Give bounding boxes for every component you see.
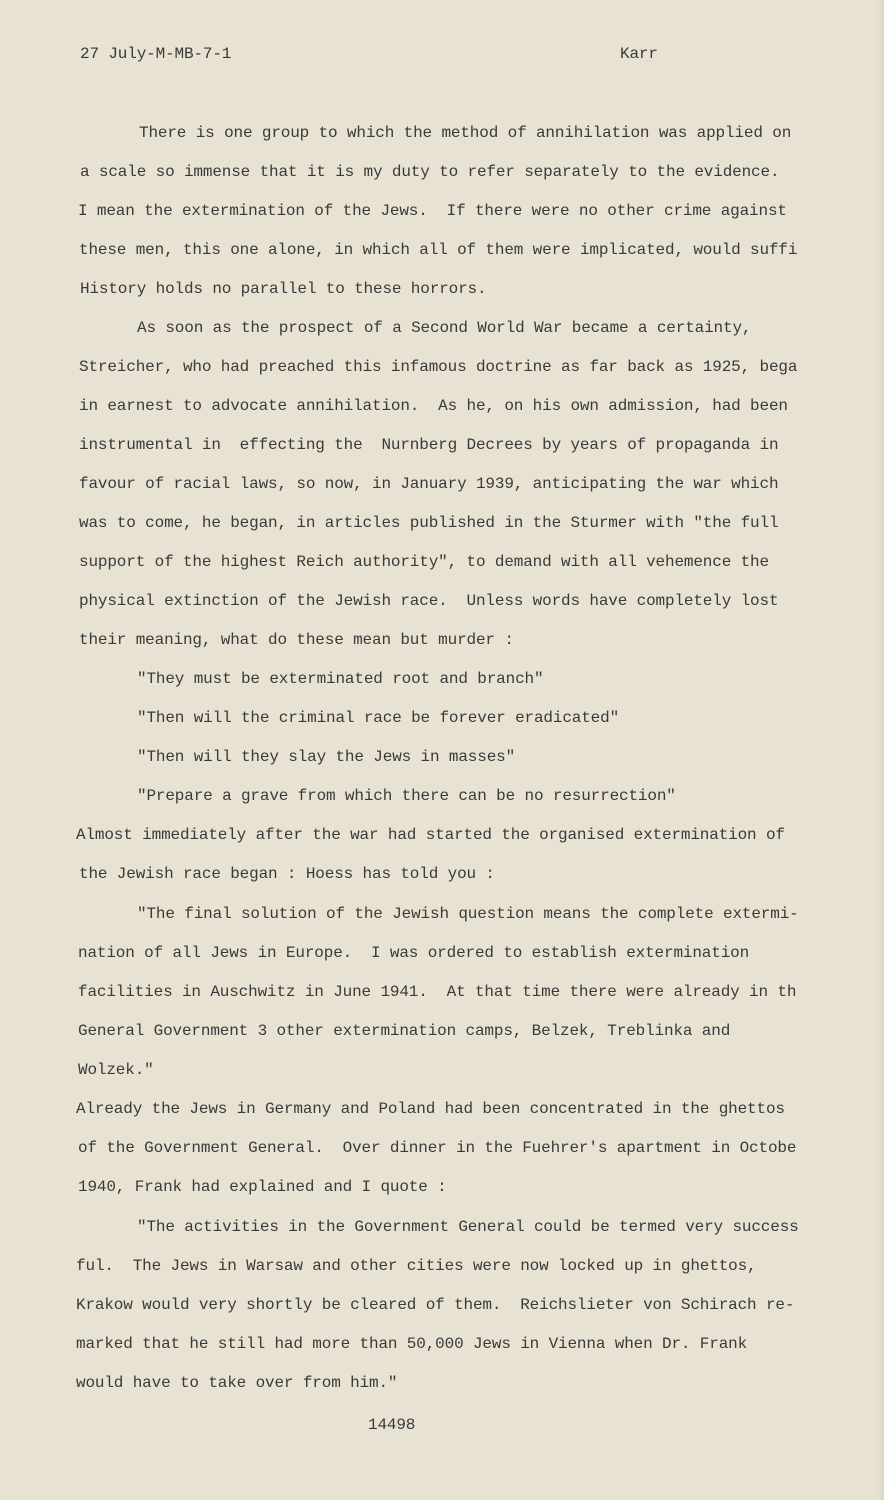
body-line-14: their meaning, what do these mean but murder :: [79, 631, 514, 649]
body-line-30: ful. The Jews in Warsaw and other cities were now locked up in ghettos,: [76, 1257, 757, 1275]
body-line-10: favour of racial laws, so now, in January 1939, anticipating the war which: [79, 475, 779, 493]
body-line-22: nation of all Jews in Europe. I was ordered to establish extermination: [78, 944, 750, 962]
body-line-3: I mean the extermination of the Jews. If there were no other crime against: [78, 202, 787, 220]
page-edge: [878, 0, 884, 1500]
body-line-5: History holds no parallel to these horrors.: [80, 280, 487, 298]
body-line-7: Streicher, who had preached this infamous doctrine as far back as 1925, bega: [79, 358, 798, 376]
quote-line-1: "They must be exterminated root and branch": [137, 670, 544, 688]
quote-line-2: "Then will the criminal race be forever eradicated": [137, 709, 620, 727]
body-line-4: these men, this one alone, in which all of them were implicated, would suffi: [79, 241, 798, 259]
body-line-29: "The activities in the Government General could be termed very success: [137, 1218, 799, 1236]
body-line-21: "The final solution of the Jewish question means the complete extermi-: [137, 905, 799, 923]
body-line-27: of the Government General. Over dinner in the Fuehrer's apartment in Octobe: [78, 1139, 797, 1157]
body-line-20: the Jewish race began : Hoess has told you :: [79, 865, 495, 883]
body-line-2: a scale so immense that it is my duty to refer separately to the evidence.: [80, 163, 780, 181]
body-line-24: General Government 3 other extermination camps, Belzek, Treblinka and: [78, 1022, 731, 1040]
page-number: 14498: [368, 1416, 416, 1434]
body-line-9: instrumental in effecting the Nurnberg Decrees by years of propaganda in: [79, 436, 779, 454]
speaker-name: Karr: [620, 45, 658, 63]
body-line-19: Almost immediately after the war had started the organised extermination of: [76, 826, 785, 844]
body-line-28: 1940, Frank had explained and I quote :: [78, 1178, 447, 1196]
document-reference: 27 July-M-MB-7-1: [80, 45, 232, 63]
body-line-12: support of the highest Reich authority", to demand with all vehemence the: [79, 553, 769, 571]
body-line-33: would have to take over from him.": [76, 1374, 398, 1392]
quote-line-4: "Prepare a grave from which there can be no resurrection": [137, 787, 676, 805]
body-line-31: Krakow would very shortly be cleared of them. Reichslieter von Schirach re-: [76, 1296, 795, 1314]
quote-line-3: "Then will they slay the Jews in masses": [137, 748, 516, 766]
body-line-25: Wolzek.": [78, 1061, 154, 1079]
body-line-6: As soon as the prospect of a Second World War became a certainty,: [137, 319, 752, 337]
body-line-8: in earnest to advocate annihilation. As he, on his own admission, had been: [79, 397, 788, 415]
body-line-23: facilities in Auschwitz in June 1941. At that time there were already in th: [78, 983, 797, 1001]
body-line-26: Already the Jews in Germany and Poland had been concentrated in the ghettos: [76, 1100, 785, 1118]
body-line-32: marked that he still had more than 50,000 Jews in Vienna when Dr. Frank: [76, 1335, 748, 1353]
body-line-1: There is one group to which the method of annihilation was applied on: [139, 124, 792, 142]
body-line-13: physical extinction of the Jewish race. Unless words have completely lost: [79, 592, 779, 610]
body-line-11: was to come, he began, in articles published in the Sturmer with "the full: [79, 514, 779, 532]
